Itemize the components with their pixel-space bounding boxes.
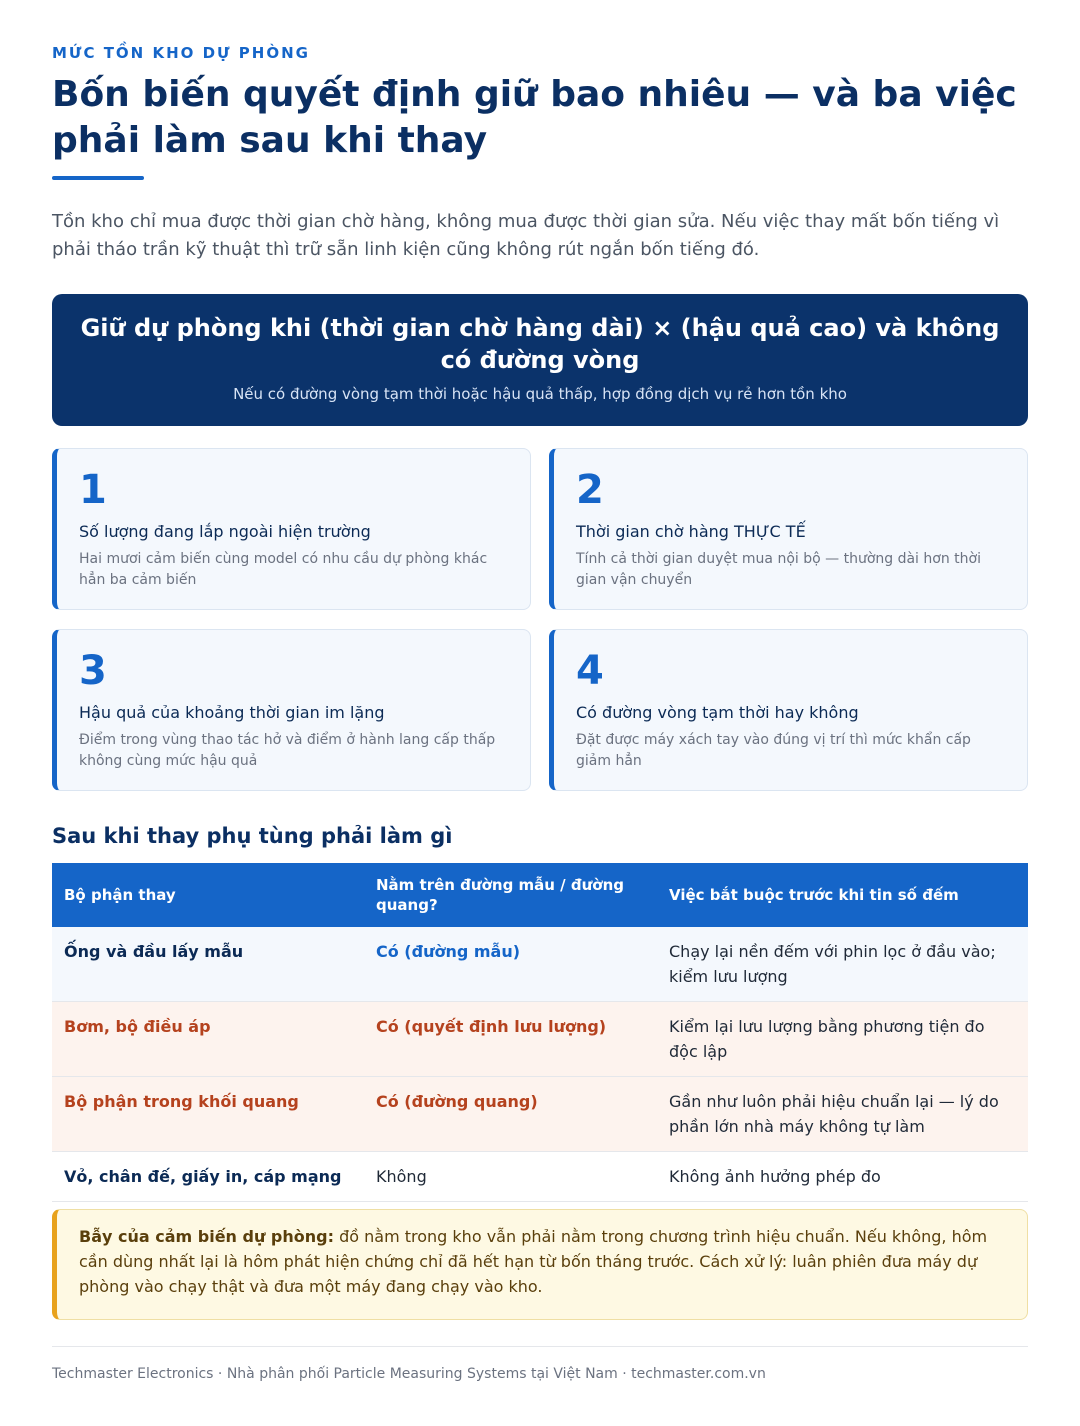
column-header-part: Bộ phận thay	[52, 863, 364, 927]
table-row	[52, 1152, 1028, 1202]
on-path-cell: Không	[364, 1152, 657, 1202]
action-cell: Gần như luôn phải hiệu chuẩn lại — lý do phần lớn nhà máy không tự làm	[657, 1077, 1028, 1152]
variable-card-3	[52, 629, 531, 791]
card-description: Điểm trong vùng thao tác hở và điểm ở hành lang cấp thấp không cùng mức hậu quả	[79, 732, 496, 769]
replacement-table	[52, 863, 1028, 1202]
table-row	[52, 927, 1028, 1002]
part-cell: Vỏ, chân đế, giấy in, cáp mạng	[52, 1152, 364, 1202]
formula-sub-text: Nếu có đường vòng tạm thời hoặc hậu quả thấp, hợp đồng dịch vụ rẻ hơn tồn kho	[233, 385, 847, 403]
part-cell: Bộ phận trong khối quang	[52, 1077, 364, 1152]
column-header-on-path: Nằm trên đường mẫu / đường quang?	[364, 863, 657, 927]
card-title: Thời gian chờ hàng THỰC TẾ	[576, 522, 806, 541]
footer-text: Techmaster Electronics · Nhà phân phối Particle Measuring Systems tại Việt Nam · techmaster.com.vn	[52, 1366, 766, 1382]
action-cell: Chạy lại nền đếm với phin lọc ở đầu vào; kiểm lưu lượng	[657, 927, 1028, 1002]
formula-main-text: Giữ dự phòng khi (thời gian chờ hàng dài) × (hậu quả cao) và không có đường vòng	[80, 314, 1000, 374]
eyebrow-label: MỨC TỒN KHO DỰ PHÒNG	[52, 44, 310, 62]
card-title: Số lượng đang lắp ngoài hiện trường	[79, 522, 371, 541]
card-title: Có đường vòng tạm thời hay không	[576, 703, 859, 722]
intro-paragraph: Tồn kho chỉ mua được thời gian chờ hàng, không mua được thời gian sửa. Nếu việc thay mất bốn tiếng vì phải tháo trần kỹ thuật thì trữ sẵn linh kiện cũng không rút ngắn bốn tiếng đó.	[52, 211, 1000, 260]
on-path-cell: Có (đường quang)	[364, 1077, 657, 1152]
card-number: 1	[79, 467, 107, 513]
part-cell: Ống và đầu lấy mẫu	[52, 927, 364, 1002]
table-row	[52, 1002, 1028, 1077]
card-number: 4	[576, 648, 604, 694]
page-title: Bốn biến quyết định giữ bao nhiêu — và ba việc phải làm sau khi thay	[52, 74, 1017, 161]
card-title: Hậu quả của khoảng thời gian im lặng	[79, 703, 385, 722]
card-description: Tính cả thời gian duyệt mua nội bộ — thường dài hơn thời gian vận chuyển	[576, 551, 981, 588]
card-description: Đặt được máy xách tay vào đúng vị trí thì mức khẩn cấp giảm hẳn	[576, 732, 971, 769]
column-header-action: Việc bắt buộc trước khi tin số đếm	[657, 863, 1028, 927]
action-cell: Kiểm lại lưu lượng bằng phương tiện đo độc lập	[657, 1002, 1028, 1077]
table-header-row	[52, 863, 1028, 927]
part-cell: Bơm, bộ điều áp	[52, 1002, 364, 1077]
card-number: 2	[576, 467, 604, 513]
section-title: Sau khi thay phụ tùng phải làm gì	[52, 824, 453, 848]
warning-callout	[52, 1209, 1028, 1320]
callout-text: đồ nằm trong kho vẫn phải nằm trong chương trình hiệu chuẩn. Nếu không, hôm cần dùng nhất lại là hôm phát hiện chứng chỉ đã hết hạn từ bốn tháng trước. Cách xử lý: luân phiên đưa máy dự phòng vào chạy thật và đưa một máy đang chạy vào kho.	[79, 1227, 988, 1296]
callout-lead: Bẫy của cảm biến dự phòng:	[79, 1227, 334, 1246]
variable-card-2	[549, 448, 1028, 610]
on-path-cell: Có (quyết định lưu lượng)	[364, 1002, 657, 1077]
card-description: Hai mươi cảm biến cùng model có nhu cầu dự phòng khác hẳn ba cảm biến	[79, 551, 488, 588]
table-row	[52, 1077, 1028, 1152]
variable-card-1	[52, 448, 531, 610]
title-underline	[52, 176, 144, 180]
variable-card-4	[549, 629, 1028, 791]
footer-divider	[52, 1346, 1028, 1347]
formula-banner	[52, 294, 1028, 426]
action-cell: Không ảnh hưởng phép đo	[657, 1152, 1028, 1202]
on-path-cell: Có (đường mẫu)	[364, 927, 657, 1002]
card-number: 3	[79, 648, 107, 694]
